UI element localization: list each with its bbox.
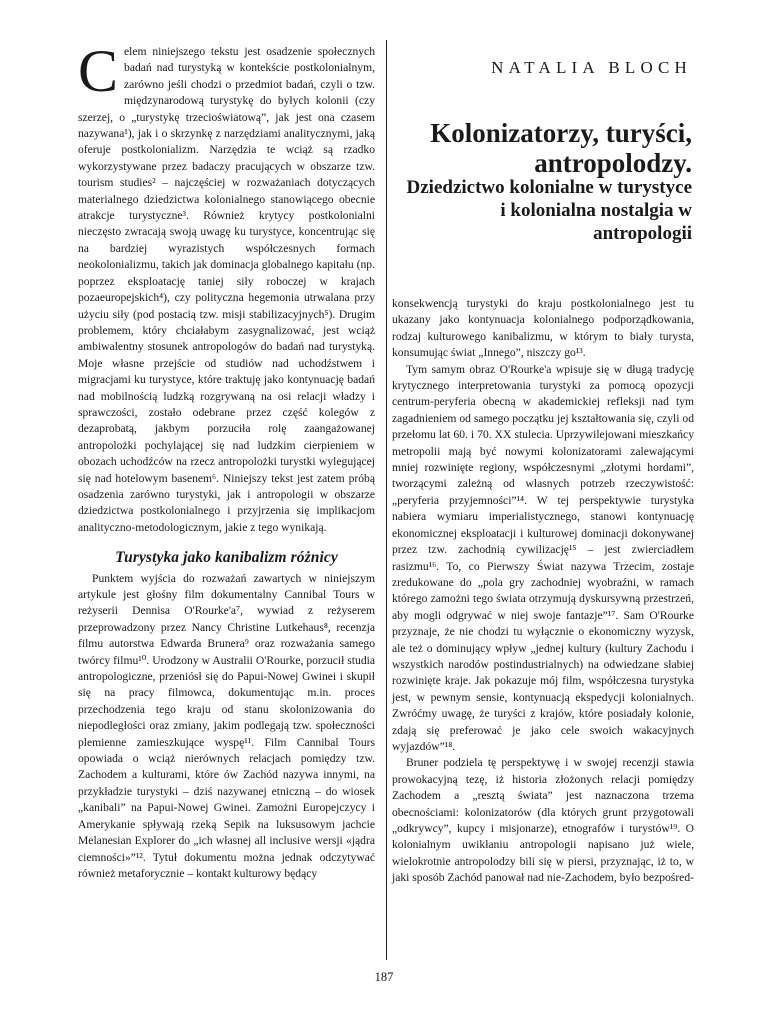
section-paragraph: Punktem wyjścia do rozważań zawartych w niniejszym artykule jest głośny film dokumentalny Cannibal Tours w reżyserii Dennisa O'Rourke'a⁷, wywiad z reżyserem przeprowadzony przez Nancy Christine Lutkehaus⁸, recenzja filmu autorstwa Edwarda Brunera⁹ oraz rozważania samego twórcy filmu¹⁰. Urodzony w Australii O'Rourke, porzucił studia antropologiczne, przeniósł się do Papui-Nowej Gwinei i skupił się na pracy filmowca, dokumentując m.in. proces przechodzenia tego kraju od stanu skolonizowania do niepodległości oraz zmiany, jakim podlegają tzw. społeczności plemienne zamieszkujące wyspę¹¹. Film Cannibal Tours opowiada o wciąż nierównych relacjach pomiędzy tzw. Zachodem a kulturami, które ów Zachód nazywa innymi, na przykładzie turystyki – dziś nazywanej etniczną – do wiosek „kanibali” na Papui-Nowej Gwinei. Zamożni Europejczycy i Amerykanie spływają rzeką Sepik na luksusowym jachcie Melanesian Explorer do „ich własnej all inclusive wersji «jądra ciemności»”¹². Tytuł dokumentu można jednak odczytywać również metaforycznie – kontakt kulturowy będący	[78, 571, 375, 880]
article-title: Kolonizatorzy, turyści, antropolodzy.	[430, 118, 692, 178]
section-heading: Turystyka jako kanibalizm różnicy	[115, 549, 338, 567]
right-paragraph: Bruner podziela tę perspektywę i w swojej recenzji stawia prowokacyjną tezę, iż historia złożonych relacji pomiędzy Zachodem a „resztą świata” jest naznaczona trzema obecnościami: kolonizatorów (dla których grunt przygotowali „odkrywcy”, kupcy i misjonarze), etnografów i turystów¹⁹. O kolonialnym uwikłaniu antropologii napisano już wiele, wielokrotnie antropolodzy bili się w piersi, przyznając, iż to, w jaki sposób Zachód panował nad nie-Zachodem, było bezpośred-	[392, 756, 694, 885]
page-number: 187	[374, 970, 394, 984]
column-divider	[386, 40, 387, 960]
article-subtitle: Dziedzictwo kolonialne w turystyce i kolonialna nostalgia w antropologii	[406, 177, 692, 244]
right-paragraph: Tym samym obraz O'Rourke'a wpisuje się w długą tradycję krytycznego interpretowania turystyki za pomocą opozycji centrum-peryferia obecną w akademickiej refleksji nad tym zagadnieniem od samego początku jej kształtowania się, czyli od przełomu lat 60. i 70. XX stulecia. Uprzywilejowani mieszkańcy metropolii mają być nowymi kolonizatorami zalewającymi mniej rozwinięte regiony, współczesnymi „złotymi hordami”, tworzącymi zależną od własnych potrzeb rzeczywistość: „peryferia przyjemności”¹⁴. W tej perspektywie turystyka nabiera wymiaru imperialistycznego, stanowi kontynuację ekonomicznej eksploatacji i kulturowej dominacji dokonywanej przez tzw. zachodnią cywilizację¹⁵ – jest zwierciadłem rasizmu¹⁶. To, co Pierwszy Świat nazywa Trzecim, zostaje zredukowane do „pola gry zachodniej wyobraźni, w ramach którego zamożni tego świata otrzymują dyskursywną przestrzeń, aby mogli odgrywać w niej swoje fantazje”¹⁷. Sam O'Rourke przyznaje, że nie chodzi tu wyłącznie o ekonomiczny wyzysk, ale też o dominujący wpływ „jednej kultury (kultury Zachodu i wszystkich narodów postindustrialnych) na odwiedzane słabiej rozwinięte kraje. Jak pokazuje mój film, współczesna turystyka jest, w pewnym sensie, kontynuacją ekspedycji kolonialnych. Zwróćmy uwagę, że turyści z krajów, które posiadały kolonie, zdają się preferować je jako cele swoich wakacyjnych wyjazdów”¹⁸.	[392, 362, 694, 753]
drop-cap: C	[78, 38, 119, 104]
intro-paragraph	[78, 38, 375, 536]
intro-text: elem niniejszego tekstu jest osadzenie społecznych badań nad turystyką w kontekście postkolonialnym, zarówno jeśli chodzi o przedmiot badań, czyli o tzw. międzynarodową turystykę do byłych kolonii (czy szerzej, o „turystykę trzecioświatową”, jak jest ona czasem nazywana¹), jak i o skrzynkę z narzędziami analitycznymi, jaką oferuje postkolonializm. Narzędzia te wciąż są rzadko wykorzystywane przez badaczy pracujących w obszarze tzw. tourism studies² – najczęściej w rozważaniach dotyczących materialnego dziedzictwa kolonialnego stanowiącego obecnie atrakcje turystyczne³. Również krytycy postkolonialni nieczęsto zwracają swoją uwagę ku turystyce, koncentrując się na bardziej wyrazistych współczesnych formach neokolonializmu, takich jak dominacja globalnego kapitału (np. poprzez eksploatację taniej siły roboczej w krajach pozaeuropejskich⁴), czy polityczna hegemonia utrwalana przy użyciu siły (pod postacią tzw. misji stabilizacyjnych⁵). Drugim problemem, który chciałabym zasygnalizować, jest wciąż ambiwalentny stosunek antropologów do badań nad turystyką. Moje własne przejście od studiów nad uchodźstwem i migracjami ku turystyce, które traktuję jako kontynuację badań nad mobilnością ludzką rozgrywaną na osi relacji władzy i sprawczości, zostało odebrane przez część kolegów z dezaprobatą, jakbym porzuciła rolę zaangażowanej antropolożki pochylającej się nad ludzkim cierpieniem w obozach uchodźców na rzecz antropolożki turystki wylegującej się nad hotelowym basenem⁶. Niniejszy tekst jest zatem próbą osadzenia zarówno turystyki, jak i antropologii w obszarze dziedzictwa postkolonialnego i przyjrzenia się implikacjom analityczno-metodologicznym, jakie z tego wynikają.	[78, 45, 375, 534]
left-column	[78, 38, 375, 882]
right-column	[392, 296, 694, 887]
author-name: NATALIA BLOCH	[491, 58, 692, 77]
right-paragraph: konsekwencją turystyki do kraju postkolonialnego jest tu ukazany jako kontynuacja kolonialnego podporządkowania, rodzaj kulturowego kanibalizmu, w którym to biały turysta, konsumując świat „Innego”, niszczy go¹³.	[392, 297, 694, 360]
